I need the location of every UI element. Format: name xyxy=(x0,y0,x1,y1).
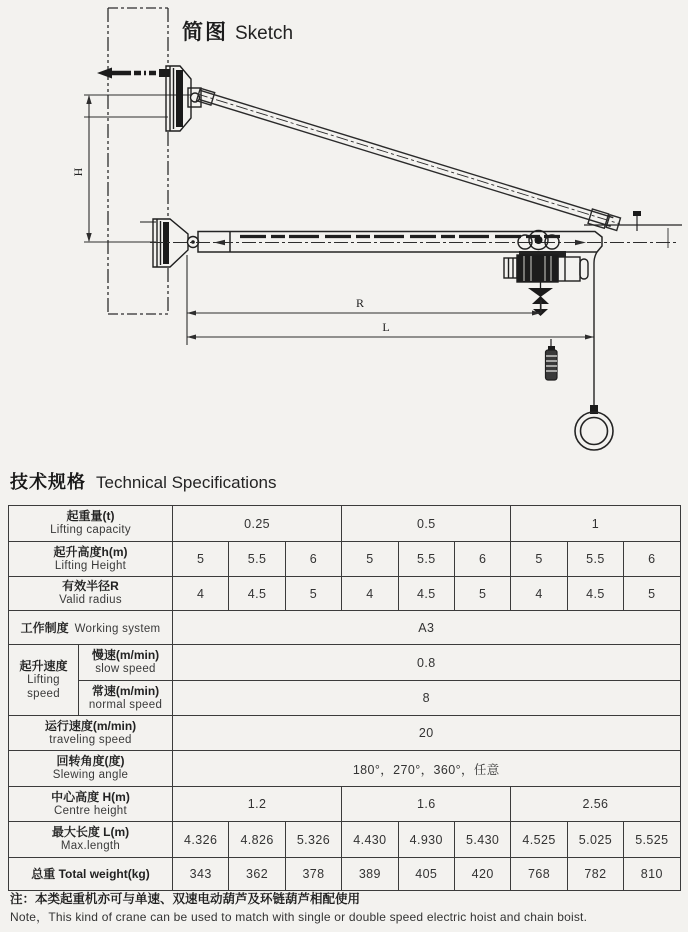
total-weight-value: 768 xyxy=(511,858,567,891)
label-normal-speed: 常速(m/min) normal speed xyxy=(79,681,173,716)
centre-height-value: 2.56 xyxy=(511,787,680,822)
height-value: 6 xyxy=(285,542,341,577)
label-working-system: 工作制度 Working system xyxy=(9,611,173,645)
dimension-l xyxy=(187,335,594,340)
height-value: 5.5 xyxy=(229,542,285,577)
label-total-weight: 总重 Total weight(kg) xyxy=(9,858,173,891)
radius-value: 4 xyxy=(511,577,567,611)
total-weight-value: 362 xyxy=(229,858,285,891)
radius-value: 4.5 xyxy=(398,577,454,611)
sketch-title xyxy=(182,16,293,46)
slewing-angle-value: 180°，270°，360°，任意 xyxy=(173,751,681,787)
row-total-weight xyxy=(9,858,681,891)
capacity-value: 0.25 xyxy=(173,506,342,542)
specs-heading-en: Technical Specifications xyxy=(96,473,277,492)
max-length-value: 5.525 xyxy=(624,822,680,858)
dim-label-l: L xyxy=(382,320,390,334)
label-max-length: 最大长度 L(m) Max.length xyxy=(9,822,173,858)
radius-value: 4 xyxy=(342,577,398,611)
radius-value: 5 xyxy=(285,577,341,611)
total-weight-value: 420 xyxy=(454,858,510,891)
radius-value: 4.5 xyxy=(567,577,623,611)
row-lifting-capacity xyxy=(9,506,681,542)
max-length-value: 4.525 xyxy=(511,822,567,858)
label-centre-height: 中心高度 H(m) Centre height xyxy=(9,787,173,822)
total-weight-value: 782 xyxy=(567,858,623,891)
centre-height-value: 1.6 xyxy=(342,787,511,822)
centre-height-value: 1.2 xyxy=(173,787,342,822)
wall-anchor-arrow xyxy=(97,68,170,79)
working-system-value: A3 xyxy=(173,611,681,645)
max-length-value: 5.430 xyxy=(454,822,510,858)
row-slewing-angle xyxy=(9,751,681,787)
traveling-speed-value: 20 xyxy=(173,716,681,751)
electric-hoist xyxy=(504,255,588,282)
height-value: 5 xyxy=(342,542,398,577)
tie-rod xyxy=(196,88,620,230)
label-traveling-speed: 运行速度(m/min) traveling speed xyxy=(9,716,173,751)
slow-speed-value: 0.8 xyxy=(173,645,681,681)
dim-label-h: H xyxy=(71,167,85,177)
row-lifting-height xyxy=(9,542,681,577)
footnote-en: Note，This kind of crane can be used to match with single or double speed electric hoist and chain boist. xyxy=(10,909,588,924)
row-centre-height xyxy=(9,787,681,822)
specs-heading-zh: 技术规格 xyxy=(10,472,86,492)
normal-speed-value: 8 xyxy=(173,681,681,716)
total-weight-value: 810 xyxy=(624,858,680,891)
pendant-controller xyxy=(546,339,558,380)
height-value: 5 xyxy=(511,542,567,577)
sketch-title-zh: 简图 xyxy=(182,21,228,44)
sketch-section xyxy=(0,0,688,462)
row-traveling-speed xyxy=(9,716,681,751)
capacity-value: 0.5 xyxy=(342,506,511,542)
lower-mount-bracket xyxy=(153,219,199,267)
row-max-length xyxy=(9,822,681,858)
height-value: 6 xyxy=(454,542,510,577)
row-slow-speed xyxy=(9,645,681,681)
footnote xyxy=(10,893,587,925)
max-length-value: 5.326 xyxy=(285,822,341,858)
footnote-zh: 注：本类起重机亦可与单速、双速电动葫芦及环链葫芦相配使用 xyxy=(10,892,361,906)
row-normal-speed xyxy=(9,681,681,716)
row-working-system xyxy=(9,611,681,645)
radius-value: 5 xyxy=(454,577,510,611)
top-mount-bracket xyxy=(166,66,201,131)
label-slow-speed: 慢速(m/min) slow speed xyxy=(79,645,173,681)
specs-heading xyxy=(10,468,276,494)
height-value: 5 xyxy=(173,542,229,577)
lifting-ring xyxy=(575,405,613,450)
dim-label-r: R xyxy=(355,296,365,310)
max-length-value: 4.326 xyxy=(173,822,229,858)
max-length-value: 4.430 xyxy=(342,822,398,858)
radius-value: 4 xyxy=(173,577,229,611)
crane-sketch-drawing xyxy=(0,0,688,462)
label-lifting-height: 起升高度h(m) Lifting Height xyxy=(9,542,173,577)
dimension-h xyxy=(84,95,192,242)
height-value: 5.5 xyxy=(398,542,454,577)
hoist-trolley xyxy=(518,231,566,257)
label-valid-radius: 有效半径R Valid radius xyxy=(9,577,173,611)
hoist-rope xyxy=(594,252,597,406)
specs-table xyxy=(8,505,681,891)
max-length-value: 4.930 xyxy=(398,822,454,858)
label-lifting-capacity: 起重量(t) Lifting capacity xyxy=(9,506,173,542)
radius-value: 4.5 xyxy=(229,577,285,611)
label-slewing-angle: 回转角度(度) Slewing angle xyxy=(9,751,173,787)
radius-value: 5 xyxy=(624,577,680,611)
wall-column xyxy=(108,8,168,314)
beam-end-plate xyxy=(584,211,682,231)
total-weight-value: 389 xyxy=(342,858,398,891)
height-value: 5.5 xyxy=(567,542,623,577)
max-length-value: 5.025 xyxy=(567,822,623,858)
max-length-value: 4.826 xyxy=(229,822,285,858)
row-valid-radius xyxy=(9,577,681,611)
capacity-value: 1 xyxy=(511,506,680,542)
total-weight-value: 343 xyxy=(173,858,229,891)
total-weight-value: 405 xyxy=(398,858,454,891)
sketch-title-en: Sketch xyxy=(235,23,294,44)
height-value: 6 xyxy=(624,542,680,577)
label-lifting-speed: 起升速度 Lifting speed xyxy=(9,645,79,716)
total-weight-value: 378 xyxy=(285,858,341,891)
